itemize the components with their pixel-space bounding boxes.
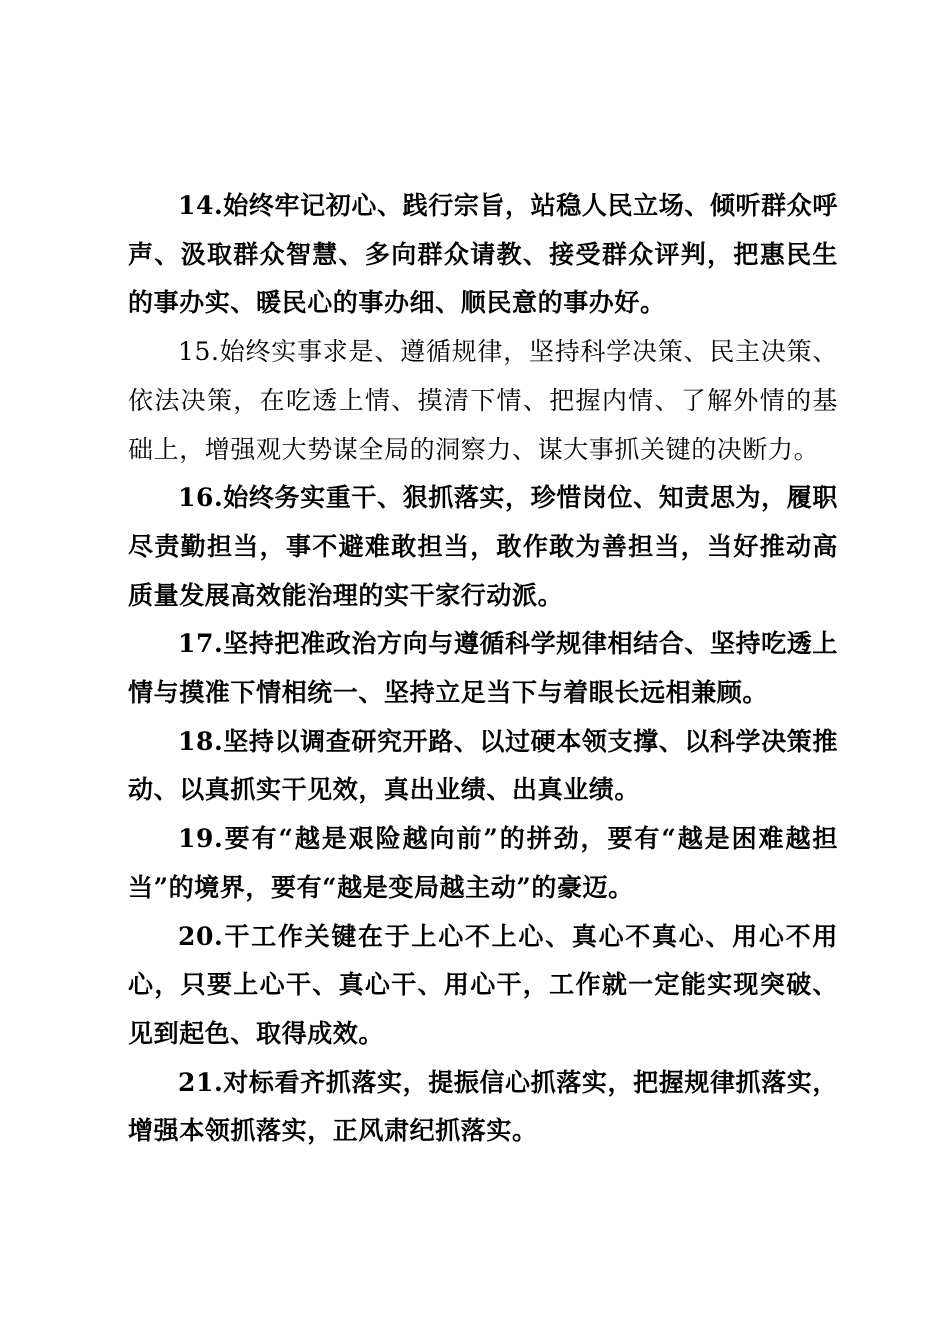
paragraph-16: 16.始终务实重干、狠抓落实，珍惜岗位、知责思为，履职尽责勤担当，事不避难敢担当，敢作敢为善担当，当好推动高质量发展高效能治理的实干家行动派。: [128, 483, 838, 610]
paragraph-19: 19.要有“越是艰险越向前”的拼劲，要有“越是困难越担当”的境界，要有“越是变局越主动”的豪迈。: [128, 824, 838, 902]
paragraph-14: 14.始终牢记初心、践行宗旨，站稳人民立场、倾听群众呼声、汲取群众智慧、多向群众请教、接受群众评判，把惠民生的事办实、暖民心的事办细、顺民意的事办好。: [128, 191, 838, 318]
paragraph-21: 21.对标看齐抓落实，提振信心抓落实，把握规律抓落实，增强本领抓落实，正风肃纪抓落实。: [128, 1067, 838, 1146]
paragraph-20: 20.干工作关键在于上心不上心、真心不真心、用心不用心，只要上心干、真心干、用心干，工作就一定能实现突破、见到起色、取得成效。: [128, 921, 838, 1048]
paragraph-15: 15.始终实事求是、遵循规律，坚持科学决策、民主决策、依法决策，在吃透上情、摸清下情、把握内情、了解外情的基础上，增强观大势谋全局的洞察力、谋大事抓关键的决断力。: [128, 337, 838, 464]
paragraph-17: 17.坚持把准政治方向与遵循科学规律相结合、坚持吃透上情与摸准下情相统一、坚持立足当下与着眼长远相兼顾。: [128, 629, 838, 708]
document-body: [128, 182, 838, 1156]
paragraph-18: 18.坚持以调查研究开路、以过硬本领支撑、以科学决策推动、以真抓实干见效，真出业绩、出真业绩。: [128, 726, 838, 805]
